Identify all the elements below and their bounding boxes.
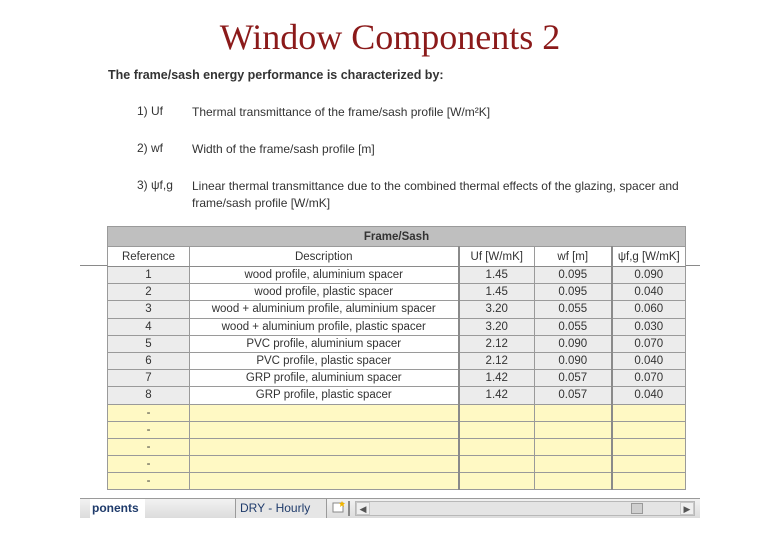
cell-ref-empty[interactable]: - [108, 404, 190, 421]
cell-empty[interactable] [190, 456, 459, 473]
param-label-uf: 1) Uf [137, 104, 164, 118]
horizontal-scrollbar[interactable] [355, 501, 695, 516]
cell-desc[interactable]: wood + aluminium profile, aluminium spacer [190, 301, 459, 318]
cell-ref[interactable]: 2 [108, 284, 190, 301]
cell-uf[interactable]: 1.42 [459, 370, 535, 387]
param-desc-wf: Width of the frame/sash profile [m] [192, 142, 375, 156]
cell-ref-empty[interactable]: - [108, 456, 190, 473]
table-row [108, 301, 686, 318]
cell-empty[interactable] [612, 438, 686, 455]
cell-wf[interactable]: 0.095 [535, 267, 612, 284]
cell-empty[interactable] [459, 456, 535, 473]
cell-desc[interactable]: wood + aluminium profile, plastic spacer [190, 318, 459, 335]
scroll-left-icon[interactable]: ◀ [356, 502, 370, 515]
insert-sheet-icon[interactable] [328, 500, 350, 517]
cell-desc[interactable]: GRP profile, aluminium spacer [190, 370, 459, 387]
cell-ref[interactable]: 7 [108, 370, 190, 387]
cell-ref[interactable]: 1 [108, 267, 190, 284]
table-row [108, 352, 686, 369]
sheet-tab-dry-hourly[interactable]: DRY - Hourly [235, 499, 327, 518]
col-header-psi[interactable]: ψf,g [W/mK] [612, 247, 686, 267]
cell-ref[interactable]: 4 [108, 318, 190, 335]
cell-ref[interactable]: 8 [108, 387, 190, 404]
cell-empty[interactable] [190, 421, 459, 438]
cell-empty[interactable] [459, 421, 535, 438]
cell-psi[interactable]: 0.030 [612, 318, 686, 335]
cell-desc[interactable]: GRP profile, plastic spacer [190, 387, 459, 404]
table-row [108, 318, 686, 335]
table-row [108, 335, 686, 352]
cell-uf[interactable]: 2.12 [459, 352, 535, 369]
cell-uf[interactable]: 3.20 [459, 301, 535, 318]
cell-empty[interactable] [535, 404, 612, 421]
empty-row [108, 404, 686, 421]
cell-empty[interactable] [190, 438, 459, 455]
cell-wf[interactable]: 0.055 [535, 301, 612, 318]
cell-uf[interactable]: 1.42 [459, 387, 535, 404]
cell-empty[interactable] [535, 438, 612, 455]
table-row [108, 370, 686, 387]
col-header-description[interactable]: Description [190, 247, 459, 267]
table-row [108, 284, 686, 301]
cell-psi[interactable]: 0.070 [612, 335, 686, 352]
scroll-right-icon[interactable]: ▶ [680, 502, 694, 515]
empty-row [108, 438, 686, 455]
sheet-tab-bar [80, 498, 700, 518]
cell-ref[interactable]: 5 [108, 335, 190, 352]
cell-desc[interactable]: wood profile, plastic spacer [190, 284, 459, 301]
cell-uf[interactable]: 2.12 [459, 335, 535, 352]
cell-uf[interactable]: 3.20 [459, 318, 535, 335]
cell-wf[interactable]: 0.090 [535, 352, 612, 369]
cell-empty[interactable] [459, 438, 535, 455]
cell-empty[interactable] [612, 473, 686, 490]
cell-desc[interactable]: PVC profile, aluminium spacer [190, 335, 459, 352]
table-row [108, 387, 686, 404]
param-label-psi: 3) ψf,g [137, 178, 173, 192]
cell-psi[interactable]: 0.090 [612, 267, 686, 284]
cell-wf[interactable]: 0.090 [535, 335, 612, 352]
scroll-split-handle[interactable] [348, 501, 354, 516]
cell-empty[interactable] [612, 404, 686, 421]
cell-wf[interactable]: 0.057 [535, 370, 612, 387]
cell-empty[interactable] [190, 473, 459, 490]
cell-psi[interactable]: 0.040 [612, 284, 686, 301]
slide-title: Window Components 2 [219, 17, 561, 57]
cell-empty[interactable] [535, 421, 612, 438]
sheet-tab-active[interactable]: ponents [90, 499, 145, 518]
cell-empty[interactable] [459, 404, 535, 421]
scroll-thumb[interactable] [631, 503, 643, 514]
cell-empty[interactable] [459, 473, 535, 490]
col-header-wf[interactable]: wf [m] [535, 247, 612, 267]
cell-ref-empty[interactable]: - [108, 421, 190, 438]
empty-row [108, 456, 686, 473]
col-header-reference[interactable]: Reference [108, 247, 190, 267]
cell-desc[interactable]: PVC profile, plastic spacer [190, 352, 459, 369]
cell-empty[interactable] [612, 421, 686, 438]
empty-row [108, 421, 686, 438]
cell-psi[interactable]: 0.040 [612, 387, 686, 404]
cell-uf[interactable]: 1.45 [459, 284, 535, 301]
cell-uf[interactable]: 1.45 [459, 267, 535, 284]
cell-ref[interactable]: 3 [108, 301, 190, 318]
cell-empty[interactable] [535, 456, 612, 473]
cell-empty[interactable] [190, 404, 459, 421]
cell-empty[interactable] [535, 473, 612, 490]
frame-sash-table [107, 226, 686, 490]
intro-text: The frame/sash energy performance is characterized by: [108, 68, 444, 82]
param-label-wf: 2) wf [137, 141, 164, 155]
param-desc-uf: Thermal transmittance of the frame/sash profile [W/m²K] [192, 105, 491, 119]
cell-ref-empty[interactable]: - [108, 438, 190, 455]
col-header-uf[interactable]: Uf [W/mK] [459, 247, 535, 267]
param-desc-psi: Linear thermal transmittance due to the combined thermal effects of the glazing, spacer and frame/sash profile [W/mK] [192, 179, 679, 210]
table-band-title: Frame/Sash [108, 227, 686, 247]
table-row [108, 267, 686, 284]
cell-wf[interactable]: 0.057 [535, 387, 612, 404]
empty-row [108, 473, 686, 490]
cell-psi[interactable]: 0.060 [612, 301, 686, 318]
cell-ref[interactable]: 6 [108, 352, 190, 369]
cell-wf[interactable]: 0.055 [535, 318, 612, 335]
cell-desc[interactable]: wood profile, aluminium spacer [190, 267, 459, 284]
cell-empty[interactable] [612, 456, 686, 473]
cell-psi[interactable]: 0.070 [612, 370, 686, 387]
cell-ref-empty[interactable]: - [108, 473, 190, 490]
cell-wf[interactable]: 0.095 [535, 284, 612, 301]
cell-psi[interactable]: 0.040 [612, 352, 686, 369]
